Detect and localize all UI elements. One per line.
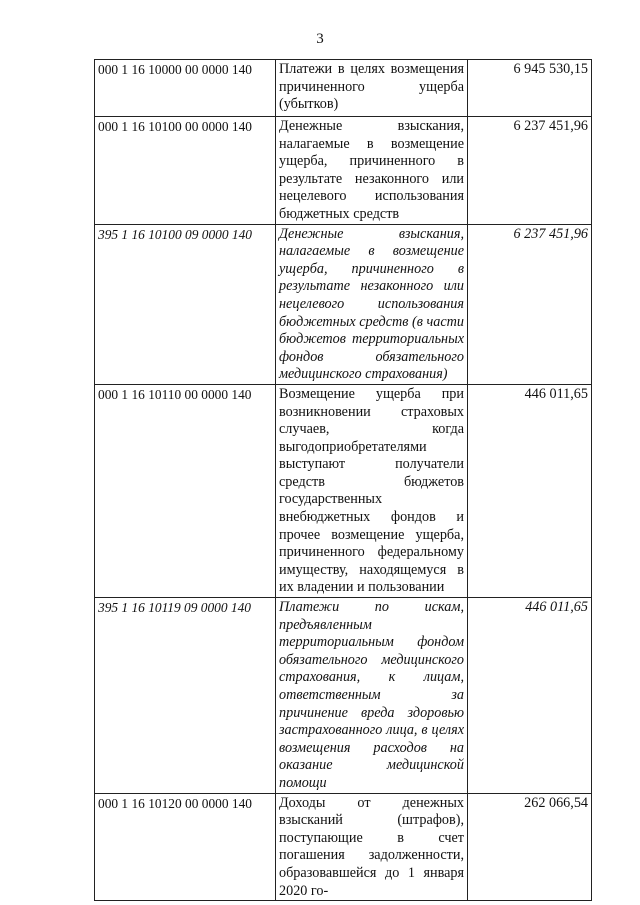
budget-code-cell: 000 1 16 10000 00 0000 140 <box>95 60 276 117</box>
budget-code-cell: 000 1 16 10110 00 0000 140 <box>95 384 276 597</box>
table-row <box>95 117 592 225</box>
amount-cell: 6 945 530,15 <box>468 60 592 117</box>
revenue-name-cell: Платежи по искам, предъявленным территориальным фондом обязательного медицинского страхования, к лицам, ответственным за причинение вреда здоровью застрахованного лица, в целях возмещения расходов на оказание медицинской помощи <box>276 598 468 794</box>
revenue-name-cell: Платежи в целях возмещения причиненного ущерба (убытков) <box>276 60 468 117</box>
table-row <box>95 384 592 597</box>
revenue-name-cell: Денежные взыскания, налагаемые в возмещение ущерба, причиненного в результате незаконного или нецелевого использования бюджетных средств (в части бюджетов территориальных фондов обязательного медицинского страхования) <box>276 224 468 384</box>
budget-code-cell: 000 1 16 10100 00 0000 140 <box>95 117 276 225</box>
revenue-name-cell: Денежные взыскания, налагаемые в возмещение ущерба, причиненного в результате незаконного или нецелевого использования бюджетных средств <box>276 117 468 225</box>
table-row <box>95 224 592 384</box>
amount-cell: 446 011,65 <box>468 384 592 597</box>
budget-code-cell: 395 1 16 10119 09 0000 140 <box>95 598 276 794</box>
amount-cell: 6 237 451,96 <box>468 117 592 225</box>
amount-cell: 6 237 451,96 <box>468 224 592 384</box>
budget-code-cell: 000 1 16 10120 00 0000 140 <box>95 793 276 901</box>
revenue-table <box>94 59 592 901</box>
revenue-name-cell: Возмещение ущерба при возникновении страховых случаев, когда выгодоприобретателями выступают получатели средств бюджетов государственных внебюджетных фондов и прочее возмещение ущерба, причиненного федеральному имуществу, находящемуся в их владении и пользовании <box>276 384 468 597</box>
revenue-name-cell: Доходы от денежных взысканий (штрафов), поступающие в счет погашения задолженности, образовавшейся до 1 января 2020 го- <box>276 793 468 901</box>
table-row <box>95 598 592 794</box>
amount-cell: 446 011,65 <box>468 598 592 794</box>
page-number: 3 <box>316 31 324 47</box>
amount-cell: 262 066,54 <box>468 793 592 901</box>
table-row <box>95 60 592 117</box>
budget-code-cell: 395 1 16 10100 09 0000 140 <box>95 224 276 384</box>
table-row <box>95 793 592 901</box>
